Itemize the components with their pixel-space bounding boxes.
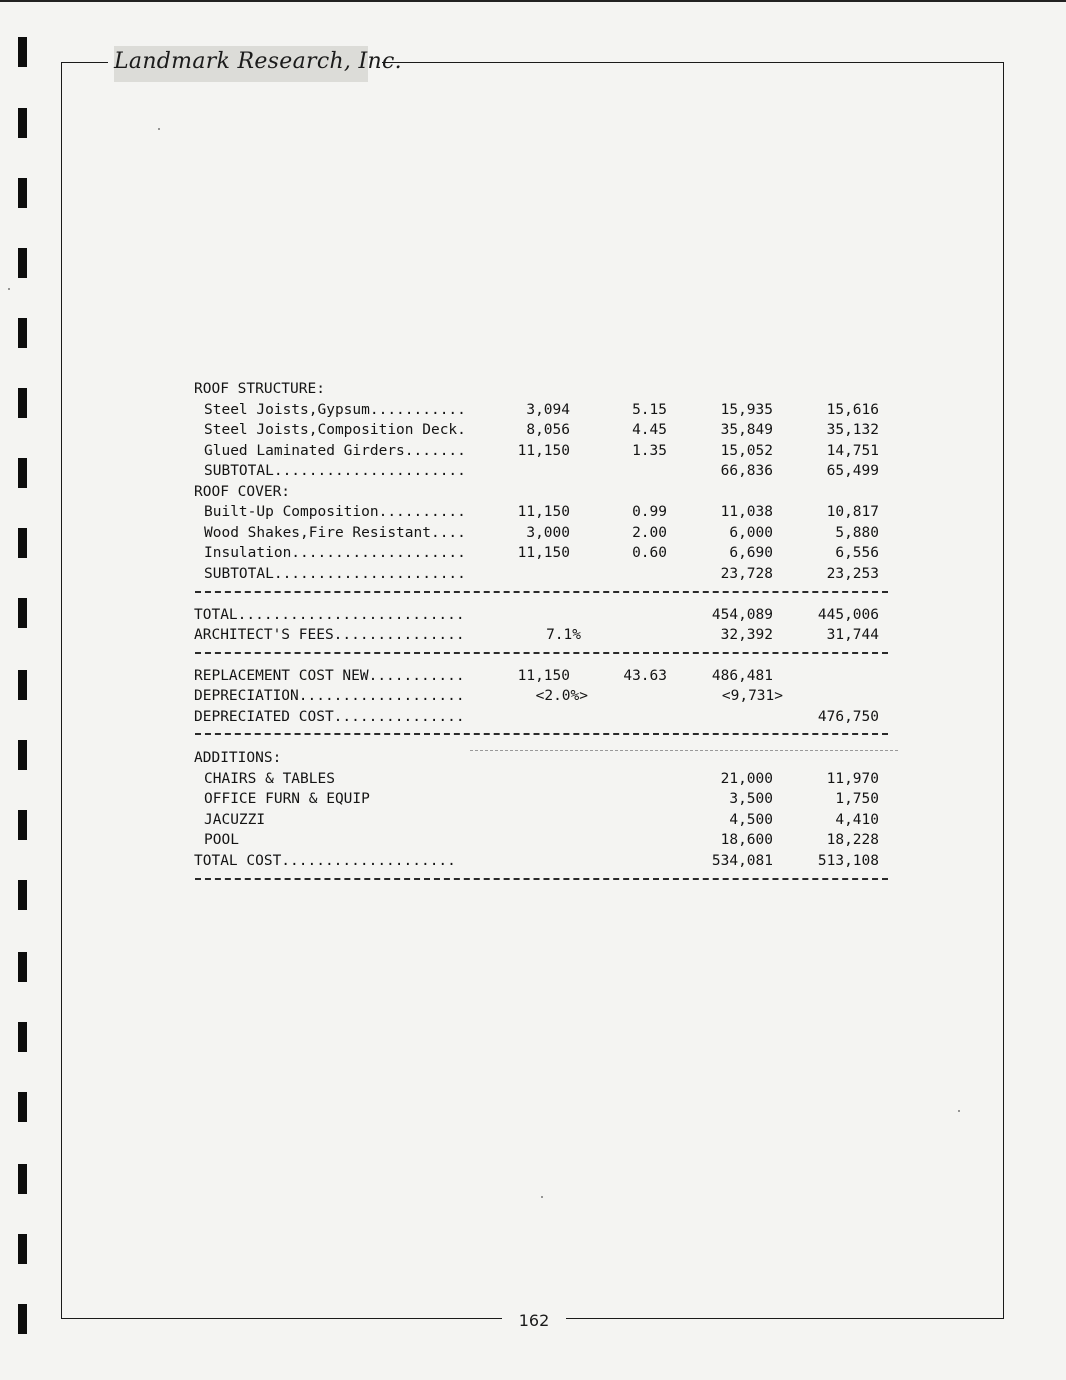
depreciated-cost-cell: 476,750 [817, 709, 879, 725]
quantity-cell: 11,150 [517, 504, 570, 520]
row-label: DEPRECIATION................... [194, 688, 465, 704]
row-label: ARCHITECT'S FEES............... [194, 627, 465, 643]
scan-speck [8, 288, 10, 290]
table-row [0, 482, 1066, 502]
cost-new-cell: 32,392 [720, 627, 773, 643]
depreciated-cost-cell: 4,410 [835, 812, 879, 828]
section-divider [195, 591, 888, 593]
table-row [0, 830, 1066, 850]
row-label: DEPRECIATED COST............... [194, 709, 465, 725]
cost-new-cell: 18,600 [720, 832, 773, 848]
page-number: 162 [518, 1311, 550, 1330]
row-label: Insulation.................... [204, 545, 466, 561]
unit-rate-cell: 0.60 [632, 545, 667, 561]
depreciated-cost-cell: 6,556 [835, 545, 879, 561]
table-row [0, 851, 1066, 871]
row-label: CHAIRS & TABLES [204, 771, 335, 787]
quantity-cell: 11,150 [517, 668, 570, 684]
unit-rate-cell: 43.63 [623, 668, 667, 684]
table-row [0, 420, 1066, 440]
row-label: SUBTOTAL...................... [204, 463, 466, 479]
table-row [0, 400, 1066, 420]
unit-rate-cell: 1.35 [632, 443, 667, 459]
depreciated-cost-cell: 31,744 [826, 627, 879, 643]
table-row [0, 625, 1066, 645]
faint-divider [470, 750, 898, 751]
row-label: Built-Up Composition.......... [204, 504, 466, 520]
unit-rate-cell: 5.15 [632, 402, 667, 418]
table-row [0, 789, 1066, 809]
cost-new-cell: 23,728 [720, 566, 773, 582]
depreciated-cost-cell: 15,616 [826, 402, 879, 418]
table-row [0, 666, 1066, 686]
depreciated-cost-cell: 65,499 [826, 463, 879, 479]
depreciated-cost-cell: 23,253 [826, 566, 879, 582]
table-row [0, 707, 1066, 727]
row-label: ADDITIONS: [194, 750, 282, 766]
depreciated-cost-cell: 11,970 [826, 771, 879, 787]
row-label: ROOF STRUCTURE: [194, 381, 325, 397]
quantity-cell: <2.0%> [535, 688, 588, 704]
table-row [0, 605, 1066, 625]
cost-new-cell: <9,731> [721, 688, 783, 704]
quantity-cell: 11,150 [517, 545, 570, 561]
cost-new-cell: 15,935 [720, 402, 773, 418]
depreciated-cost-cell: 10,817 [826, 504, 879, 520]
cost-new-cell: 486,481 [711, 668, 773, 684]
cost-new-cell: 4,500 [729, 812, 773, 828]
cost-new-cell: 454,089 [711, 607, 773, 623]
table-row [0, 769, 1066, 789]
section-divider [195, 652, 888, 654]
cost-new-cell: 6,690 [729, 545, 773, 561]
cost-new-cell: 21,000 [720, 771, 773, 787]
depreciated-cost-cell: 445,006 [817, 607, 879, 623]
table-row [0, 748, 1066, 768]
row-label: Steel Joists,Gypsum........... [204, 402, 466, 418]
depreciated-cost-cell: 35,132 [826, 422, 879, 438]
row-label: TOTAL.......................... [194, 607, 465, 623]
cost-new-cell: 15,052 [720, 443, 773, 459]
quantity-cell: 7.1% [546, 627, 581, 643]
cost-new-cell: 35,849 [720, 422, 773, 438]
row-label: OFFICE FURN & EQUIP [204, 791, 370, 807]
quantity-cell: 3,094 [526, 402, 570, 418]
scan-speck [541, 1196, 543, 1198]
table-row [0, 810, 1066, 830]
table-row [0, 441, 1066, 461]
cost-new-cell: 6,000 [729, 525, 773, 541]
depreciated-cost-cell: 14,751 [826, 443, 879, 459]
row-label: REPLACEMENT COST NEW........... [194, 668, 465, 684]
row-label: SUBTOTAL...................... [204, 566, 466, 582]
table-row [0, 379, 1066, 399]
quantity-cell: 8,056 [526, 422, 570, 438]
depreciated-cost-cell: 513,108 [817, 853, 879, 869]
cost-new-cell: 11,038 [720, 504, 773, 520]
table-row [0, 686, 1066, 706]
scan-speck [958, 1110, 960, 1112]
section-divider [195, 878, 888, 880]
quantity-cell: 3,000 [526, 525, 570, 541]
cost-new-cell: 3,500 [729, 791, 773, 807]
quantity-cell: 11,150 [517, 443, 570, 459]
table-row [0, 564, 1066, 584]
depreciated-cost-cell: 5,880 [835, 525, 879, 541]
unit-rate-cell: 0.99 [632, 504, 667, 520]
row-label: Wood Shakes,Fire Resistant.... [204, 525, 466, 541]
cost-new-cell: 66,836 [720, 463, 773, 479]
table-row [0, 461, 1066, 481]
row-label: JACUZZI [204, 812, 266, 828]
table-row [0, 502, 1066, 522]
depreciated-cost-cell: 1,750 [835, 791, 879, 807]
row-label: Glued Laminated Girders....... [204, 443, 466, 459]
table-row [0, 543, 1066, 563]
depreciated-cost-cell: 18,228 [826, 832, 879, 848]
scan-speck [158, 128, 160, 130]
row-label: ROOF COVER: [194, 484, 291, 500]
row-label: Steel Joists,Composition Deck. [204, 422, 466, 438]
unit-rate-cell: 2.00 [632, 525, 667, 541]
company-logo-text: Landmark Research, Inc. [114, 49, 402, 74]
unit-rate-cell: 4.45 [632, 422, 667, 438]
row-label: POOL [204, 832, 239, 848]
table-row [0, 523, 1066, 543]
row-label: TOTAL COST.................... [194, 853, 456, 869]
cost-new-cell: 534,081 [711, 853, 773, 869]
section-divider [195, 733, 888, 735]
